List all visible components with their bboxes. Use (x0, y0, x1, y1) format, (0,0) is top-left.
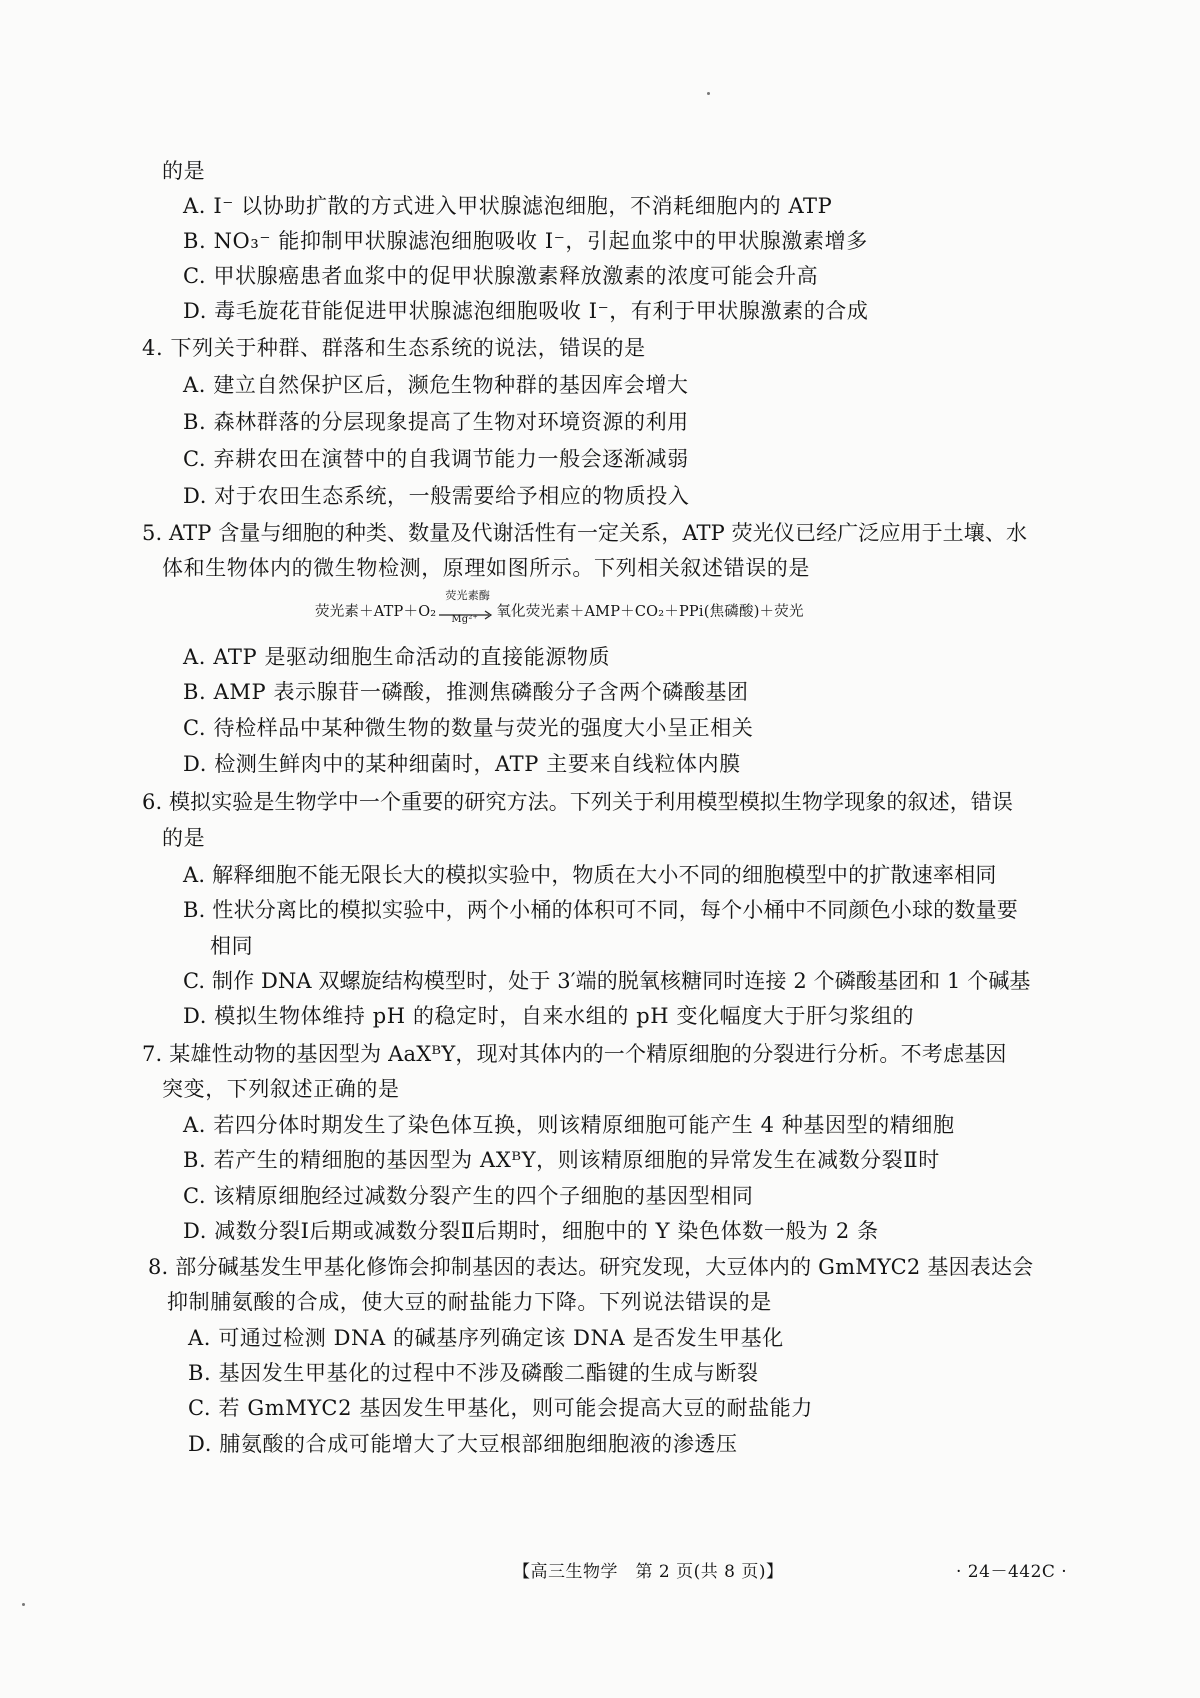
q4-stem: 4. 下列关于种群、群落和生态系统的说法，错误的是 (142, 336, 646, 360)
scan-speck (707, 92, 710, 95)
q7-option-b: B. 若产生的精细胞的基因型为 AXᴮY，则该精原细胞的异常发生在减数分裂Ⅱ时 (183, 1148, 940, 1172)
arrow-catalyst-label: 荧光素酶 (445, 589, 491, 602)
reaction-equation (315, 589, 804, 627)
q6-stem-line1: 6. 模拟实验是生物学中一个重要的研究方法。下列关于利用模型模拟生物学现象的叙述，错误 (142, 790, 1014, 814)
q7-option-d: D. 减数分裂Ⅰ后期或减数分裂Ⅱ后期时，细胞中的 Y 染色体数一般为 2 条 (183, 1219, 879, 1243)
page-footer-label: 【高三生物学 第 2 页(共 8 页)】 (513, 1562, 784, 1582)
q3-option-a: A. I⁻ 以协助扩散的方式进入甲状腺滤泡细胞，不消耗细胞内的 ATP (183, 194, 833, 218)
q6-option-b-line1: B. 性状分离比的模拟实验中，两个小桶的体积可不同，每个小桶中不同颜色小球的数量要 (183, 898, 1018, 922)
q8-option-d: D. 脯氨酸的合成可能增大了大豆根部细胞细胞液的渗透压 (188, 1432, 738, 1456)
q5-stem-line2: 体和生物体内的微生物检测，原理如图所示。下列相关叙述错误的是 (162, 556, 810, 580)
q8-option-b: B. 基因发生甲基化的过程中不涉及磷酸二酯键的生成与断裂 (188, 1361, 759, 1385)
q3-stem-tail: 的是 (162, 159, 206, 183)
reaction-arrow (437, 589, 495, 625)
q4-option-d: D. 对于农田生态系统，一般需要给予相应的物质投入 (183, 484, 690, 508)
q6-option-b-line2: 相同 (210, 934, 254, 958)
q3-option-c: C. 甲状腺癌患者血浆中的促甲状腺激素释放激素的浓度可能会升高 (183, 264, 819, 288)
q7-option-c: C. 该精原细胞经过减数分裂产生的四个子细胞的基因型相同 (183, 1184, 754, 1208)
q7-stem-line2: 突变，下列叙述正确的是 (162, 1077, 400, 1101)
q8-stem-line2: 抑制脯氨酸的合成，使大豆的耐盐能力下降。下列说法错误的是 (167, 1290, 772, 1314)
q3-option-b: B. NO₃⁻ 能抑制甲状腺滤泡细胞吸收 I⁻，引起血浆中的甲状腺激素增多 (183, 229, 868, 253)
scan-speck (22, 1603, 25, 1606)
q4-option-a: A. 建立自然保护区后，濒危生物种群的基因库会增大 (183, 373, 689, 397)
q7-option-a: A. 若四分体时期发生了染色体互换，则该精原细胞可能产生 4 种基因型的精细胞 (183, 1113, 955, 1137)
q3-option-d: D. 毒毛旋花苷能促进甲状腺滤泡细胞吸收 I⁻，有利于甲状腺激素的合成 (183, 299, 869, 323)
equation-products: 氧化荧光素＋AMP＋CO₂＋PPi(焦磷酸)＋荧光 (496, 604, 804, 620)
q4-option-c: C. 弃耕农田在演替中的自我调节能力一般会逐渐减弱 (183, 447, 689, 471)
q6-option-a: A. 解释细胞不能无限长大的模拟实验中，物质在大小不同的细胞模型中的扩散速率相同 (183, 863, 997, 887)
q8-option-a: A. 可通过检测 DNA 的碱基序列确定该 DNA 是否发生甲基化 (188, 1326, 784, 1350)
q5-option-b: B. AMP 表示腺苷一磷酸，推测焦磷酸分子含两个磷酸基团 (183, 680, 749, 704)
equation-reactants: 荧光素＋ATP＋O₂ (315, 604, 437, 620)
q8-stem-line1: 8. 部分碱基发生甲基化修饰会抑制基因的表达。研究发现，大豆体内的 GmMYC2 基因表达会 (148, 1255, 1034, 1279)
q5-stem-line1: 5. ATP 含量与细胞的种类、数量及代谢活性有一定关系，ATP 荧光仪已经广泛应用于土壤、水 (142, 521, 1028, 545)
q5-option-a: A. ATP 是驱动细胞生命活动的直接能源物质 (183, 645, 611, 669)
q8-option-c: C. 若 GmMYC2 基因发生甲基化，则可能会提高大豆的耐盐能力 (188, 1396, 813, 1420)
q7-stem-line1: 7. 某雄性动物的基因型为 AaXᴮY，现对其体内的一个精原细胞的分裂进行分析。不考虑基因 (142, 1042, 1007, 1066)
exam-code: · 24－442C · (956, 1562, 1068, 1582)
q5-option-d: D. 检测生鲜肉中的某种细菌时，ATP 主要来自线粒体内膜 (183, 752, 741, 776)
q6-stem-line2: 的是 (162, 826, 206, 850)
q5-option-c: C. 待检样品中某种微生物的数量与荧光的强度大小呈正相关 (183, 716, 754, 740)
arrow-cofactor-label: Mg²⁺ (451, 614, 479, 625)
q6-option-c: C. 制作 DNA 双螺旋结构模型时，处于 3′端的脱氧核糖同时连接 2 个磷酸基团和 1 个碱基 (183, 969, 1031, 993)
q4-option-b: B. 森林群落的分层现象提高了生物对环境资源的利用 (183, 410, 689, 434)
q6-option-d: D. 模拟生物体维持 pH 的稳定时，自来水组的 pH 变化幅度大于肝匀浆组的 (183, 1004, 915, 1028)
